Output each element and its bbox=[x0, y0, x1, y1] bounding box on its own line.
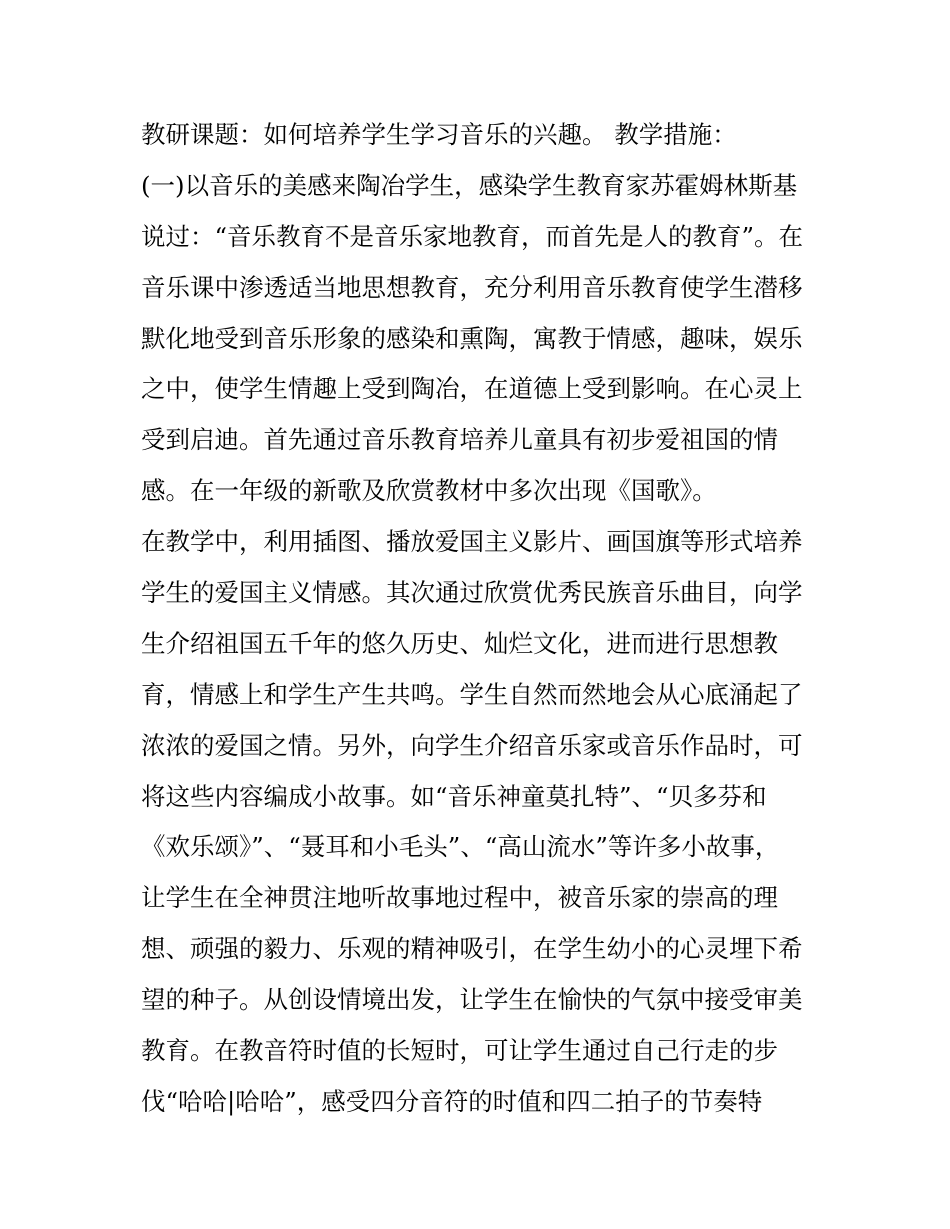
text-line-13: 浓浓的爱国之情。另外，向学生介绍音乐家或音乐作品时，可 bbox=[141, 730, 803, 760]
text-line-5: 默化地受到音乐形象的感染和熏陶，寓教于情感，趣味，娱乐 bbox=[141, 323, 803, 353]
text-line-4: 音乐课中渗透适当地思想教育，充分利用音乐教育使学生潜移 bbox=[141, 272, 803, 302]
text-line-16: 让学生在全神贯注地听故事地过程中，被音乐家的崇高的理 bbox=[141, 883, 778, 913]
text-line-15: 《欢乐颂》”、“聂耳和小毛头”、“高山流水”等许多小故事， bbox=[141, 832, 780, 862]
text-line-12: 育，情感上和学生产生共鸣。学生自然而然地会从心底涌起了 bbox=[141, 679, 803, 709]
body-text bbox=[141, 110, 821, 1128]
text-line-10: 学生的爱国主义情感。其次通过欣赏优秀民族音乐曲目，向学 bbox=[141, 578, 803, 608]
text-line-6: 之中，使学生情趣上受到陶冶，在道德上受到影响。在心灵上 bbox=[141, 374, 803, 404]
text-line-19: 教育。在教音符时值的长短时，可让学生通过自己行走的步 bbox=[141, 1036, 778, 1066]
text-line-14: 将这些内容编成小故事。如“音乐神童莫扎特”、“贝多芬和 bbox=[141, 781, 767, 811]
text-line-20: 伐“哈哈|哈哈”，感受四分音符的时值和四二拍子的节奏特 bbox=[141, 1086, 763, 1116]
text-line-3: 说过：“音乐教育不是音乐家地教育，而首先是人的教育”。在 bbox=[141, 221, 804, 251]
text-line-2: (一)以音乐的美感来陶冶学生，感染学生教育家苏霍姆林斯基 bbox=[141, 170, 798, 200]
text-line-17: 想、顽强的毅力、乐观的精神吸引，在学生幼小的心灵埋下希 bbox=[141, 934, 803, 964]
text-line-1: 教研课题：如何培养学生学习音乐的兴趣。 教学措施： bbox=[141, 120, 737, 149]
text-line-11: 生介绍祖国五千年的悠久历史、灿烂文化，进而进行思想教 bbox=[141, 628, 778, 658]
text-line-9: 在教学中，利用插图、播放爱国主义影片、画国旗等形式培养 bbox=[141, 527, 803, 557]
text-line-7: 受到启迪。首先通过音乐教育培养儿童具有初步爱祖国的情 bbox=[141, 425, 778, 455]
text-line-8: 感。在一年级的新歌及欣赏教材中多次出现《国歌》。 bbox=[141, 476, 717, 506]
text-line-18: 望的种子。从创设情境出发，让学生在愉快的气氛中接受审美 bbox=[141, 985, 803, 1015]
